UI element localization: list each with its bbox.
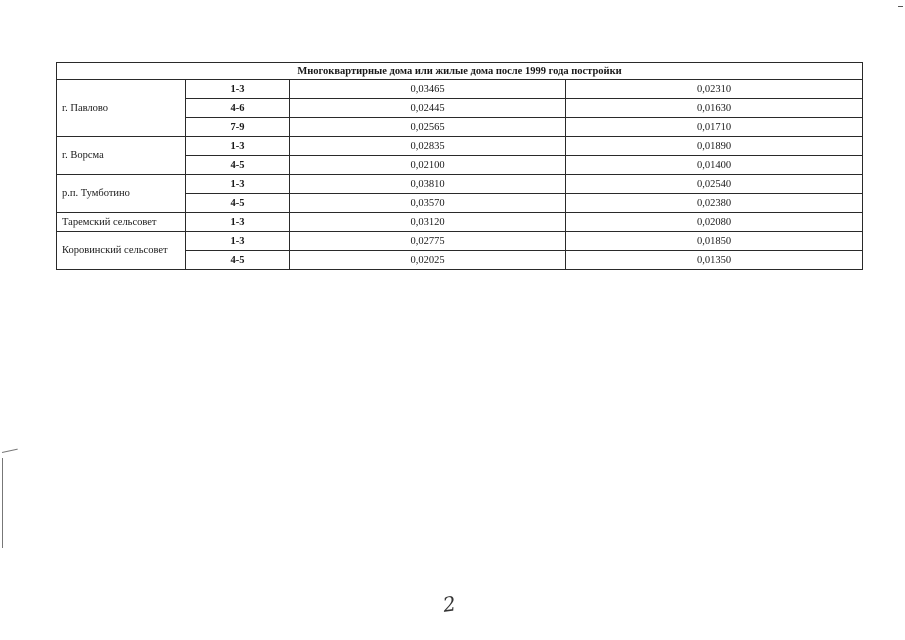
floors-cell: 4-5 bbox=[186, 251, 290, 270]
value2-cell: 0,01350 bbox=[566, 251, 863, 270]
floors-cell: 1-3 bbox=[186, 213, 290, 232]
value2-cell: 0,02380 bbox=[566, 194, 863, 213]
value1-cell: 0,03465 bbox=[290, 80, 566, 99]
value1-cell: 0,02445 bbox=[290, 99, 566, 118]
table-row bbox=[57, 175, 863, 194]
page-number: 2 bbox=[441, 591, 458, 617]
floors-cell: 1-3 bbox=[186, 232, 290, 251]
value1-cell: 0,02835 bbox=[290, 137, 566, 156]
scan-mark-left-edge bbox=[2, 458, 3, 548]
tariff-table-body bbox=[57, 63, 863, 270]
floors-cell: 1-3 bbox=[186, 80, 290, 99]
locality-cell: Таремский сельсовет bbox=[57, 213, 186, 232]
table-row bbox=[57, 232, 863, 251]
value2-cell: 0,01400 bbox=[566, 156, 863, 175]
value1-cell: 0,03810 bbox=[290, 175, 566, 194]
value2-cell: 0,01890 bbox=[566, 137, 863, 156]
table-header-row bbox=[57, 63, 863, 80]
floors-cell: 4-5 bbox=[186, 156, 290, 175]
value2-cell: 0,01630 bbox=[566, 99, 863, 118]
table-row bbox=[57, 137, 863, 156]
value1-cell: 0,02565 bbox=[290, 118, 566, 137]
table-row bbox=[57, 213, 863, 232]
value2-cell: 0,02310 bbox=[566, 80, 863, 99]
tariff-table bbox=[56, 62, 863, 270]
value2-cell: 0,02540 bbox=[566, 175, 863, 194]
locality-cell: р.п. Тумботино bbox=[57, 175, 186, 213]
value2-cell: 0,01850 bbox=[566, 232, 863, 251]
value1-cell: 0,02775 bbox=[290, 232, 566, 251]
locality-cell: г. Павлово bbox=[57, 80, 186, 137]
value1-cell: 0,02100 bbox=[290, 156, 566, 175]
value1-cell: 0,03120 bbox=[290, 213, 566, 232]
table-row bbox=[57, 80, 863, 99]
value2-cell: 0,01710 bbox=[566, 118, 863, 137]
value1-cell: 0,03570 bbox=[290, 194, 566, 213]
scan-mark-left-tick bbox=[2, 449, 18, 453]
floors-cell: 4-5 bbox=[186, 194, 290, 213]
value1-cell: 0,02025 bbox=[290, 251, 566, 270]
floors-cell: 4-6 bbox=[186, 99, 290, 118]
table-header: Многоквартирные дома или жилые дома после 1999 года постройки bbox=[57, 63, 863, 80]
scan-mark-top-right bbox=[898, 6, 903, 7]
floors-cell: 1-3 bbox=[186, 137, 290, 156]
floors-cell: 1-3 bbox=[186, 175, 290, 194]
floors-cell: 7-9 bbox=[186, 118, 290, 137]
value2-cell: 0,02080 bbox=[566, 213, 863, 232]
locality-cell: Коровинский сельсовет bbox=[57, 232, 186, 270]
locality-cell: г. Ворсма bbox=[57, 137, 186, 175]
